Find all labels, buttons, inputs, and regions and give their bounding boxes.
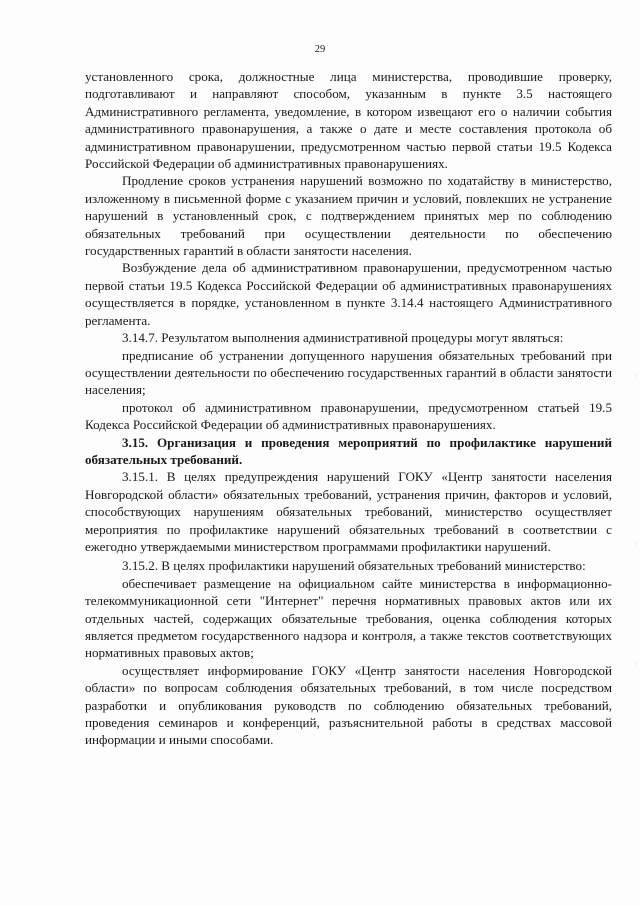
paragraph-3-15-2: 3.15.2. В целях профилактики нарушений обязательных требований министерство: — [122, 558, 586, 574]
paragraph-case-initiation: Возбуждение дела об административном правонарушении, предусмотренном частью первой статьи 19.5 Кодекса Российской Федерации об административных правонарушениях осуществляется в порядке, установленном в пункте 3.14.4 настоящего Административного регламента. — [85, 260, 612, 328]
section-heading-3-15: 3.15. Организация и проведения мероприятий по профилактике нарушений обязательных требований. — [85, 434, 612, 467]
scan-edge-mark: · — [635, 539, 638, 549]
paragraph-order: предписание об устранении допущенного нарушения обязательных требований при осуществлении деятельности по обеспечению государственных гарантий в области занятости населения; — [85, 347, 612, 398]
paragraph-informing: осуществляет информирование ГОКУ «Центр занятости населения Новгородской области» по вопросам соблюдения обязательных требований, в том числе посредством разработки и опубликования руководств по соблюдению обязательных требований, проведения семинаров и конференций, разъяснительной работы в средствах массовой информации и иными способами. — [85, 662, 612, 748]
paragraph-website-publication: обеспечивает размещение на официальном сайте министерства в информационно-телекоммуникационной сети "Интернет" перечня нормативных правовых актов или их отдельных частей, содержащих обязательные требования, оценка соблюдения которых является предметом государственного надзора и контроля, а также текстов соответствующих нормативных правовых актов; — [85, 575, 612, 661]
scan-edge-mark: · — [635, 659, 638, 669]
paragraph-notice-continuation: установленного срока, должностные лица министерства, проводившие проверку, подготавливают и направляют способом, указанным в пункте 3.5 настоящего Административного регламента, уведомление, в котором извещают его о наличии события административного правонарушения, а также о дате и месте составления протокола об административном правонарушении, предусмотренном частью первой статьи 19.5 Кодекса Российской Федерации об административных правонарушениях. — [85, 69, 612, 172]
document-body — [85, 68, 612, 749]
paragraph-protocol: протокол об административном правонарушении, предусмотренном статьей 19.5 Кодекса Российской Федерации об административных правонарушениях. — [85, 399, 612, 433]
paragraph-3-15-1: 3.15.1. В целях предупреждения нарушений ГОКУ «Центр занятости населения Новгородской области» обязательных требований, устранения причин, факторов и условий, способствующих нарушениям обязательных требований, министерство осуществляет мероприятия по профилактике нарушений обязательных требований в соответствии с ежегодно утверждаемыми министерством программами профилактики нарушений. — [85, 469, 612, 554]
scan-edge-mark: · — [635, 371, 638, 381]
paragraph-extension-of-terms: Продление сроков устранения нарушений возможно по ходатайству в министерство, изложенному в письменной форме с указанием причин и условий, повлекших не устранение нарушений в установленный срок, с подтверждением принятых мер по соблюдению обязательных требований при осуществлении деятельности по обеспечению государственных гарантий в области занятости населения. — [85, 173, 612, 259]
paragraph-3-14-7: 3.14.7. Результатом выполнения административной процедуры могут являться: — [122, 330, 564, 346]
page-number: 29 — [314, 44, 326, 55]
